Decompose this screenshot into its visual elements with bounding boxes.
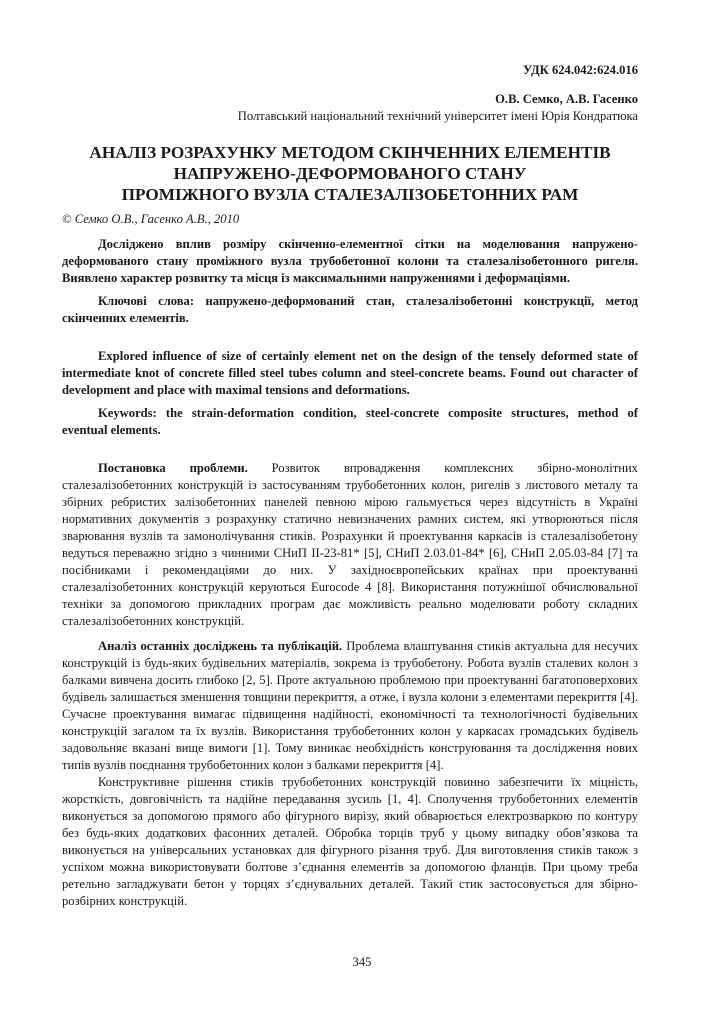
- title-line-1: АНАЛІЗ РОЗРАХУНКУ МЕТОДОМ СКІНЧЕННИХ ЕЛЕМЕНТІВ: [89, 143, 611, 162]
- paragraph-review-text: Проблема влаштування стиків актуальна для несучих конструкцій із будь-яких будівельних матеріалів, зокрема із трубобетону. Робота вузлів сталевих колон з балками вивчена досить глибоко [2, 5]. Проте актуальною проблемою при проектуванні багатоповерхових будівель залишається зменшення товщини перекриття, а отже, і вузла колони з елементами перекриття [4]. Сучасне проектування вимагає підвищення надійності, економічності та технологічності будівельних конструкцій загалом та їх вузлів. Використання трубобетонних колон у каркасах громадських будівель задовольняє вказані вище вимоги [1]. Тому виникає необхідність конструювання та дослідження нових типів вузлів поєднання трубобетонних колон з балками перекриття [4].: [62, 639, 638, 772]
- abstract-ua: Досліджено вплив розміру скінченно-елементної сітки на моделювання напружено-деформованого стану проміжного вузла трубобетонної колони та сталезалізобетонного ригеля. Виявлено характер розвитку та місця із максимальними напруженнями і деформаціями.: [62, 237, 638, 285]
- paragraph-design: Конструктивне рішення стиків трубобетонних конструкцій повинно забезпечити їх міцність, жорсткість, довговічність та надійне передавання зусиль [1, 4]. Сполучення трубобетонних елементів виконується за допомогою прямого або фігурного вирізу, який обварюється електрозваркою по контуру без будь-яких додаткових фасонних деталей. Обробка торців труб у цьому випадку обов’язкова та виконується на універсальних установках для фігурного різання труб. Для виготовлення стиків також з успіхом можна використовувати болтове з’єднання елементів за допомогою фланців. При цьому треба ретельно загладжувати бетон у торцях з’єднувальних деталей. Такий стик застосовується для збірно-розбірних конструкцій.: [62, 775, 638, 908]
- page-number: 345: [352, 955, 372, 969]
- keywords-en: Keywords: the strain-deformation condition, steel-concrete composite structures, method of eventual elements.: [62, 406, 638, 437]
- paper-title: [62, 142, 638, 205]
- title-line-2: НАПРУЖЕНО-ДЕФОРМОВАНОГО СТАНУ: [173, 164, 527, 183]
- paragraph-problem-text: Розвиток впровадження комплексних збірно-монолітних сталезалізобетонних конструкцій із застосуванням трубобетонних колон, ригелів з листового металу та збірних ребристих залізобетонних панелей певною мірою гальмується через відсутність в Україні нормативних документів з розрахунку статично невизначених рамних систем, які утворюються після зварювання вузлів та замонолічування стиків. Розрахунки й проектування каркасів із сталезалізобетону ведуться переважно згідно з чинними СНиП II-23-81* [5], СНиП 2.03.01-84* [6], СНиП 2.05.03-84 [7] та посібниками і рекомендаціями до них. У західноєвропейських країнах при проектуванні сталезалізобетонних конструкцій керуються Eurocode 4 [8]. Використання потужнішої обчислювальної техніки за допомогою прикладних програм дає можливість реально моделювати роботу складних сталезалізобетонних конструкцій.: [62, 461, 638, 628]
- abstract-en: Explored influence of size of certainly element net on the design of the tensely deformed state of intermediate knot of concrete filled steel tubes column and steel-concrete beams. Found out character of development and place with maximal tensions and deformations.: [62, 349, 638, 397]
- copyright: © Семко О.В., Гасенко А.В., 2010: [62, 212, 240, 226]
- page-content: [62, 62, 638, 910]
- authors: О.В. Семко, А.В. Гасенко: [495, 92, 638, 106]
- paragraph-review-heading: Аналіз останніх досліджень та публікацій.: [98, 639, 343, 653]
- udk-code: УДК 624.042:624.016: [523, 63, 638, 77]
- title-line-3: ПРОМІЖНОГО ВУЗЛА СТАЛЕЗАЛІЗОБЕТОННИХ РАМ: [121, 185, 579, 204]
- paragraph-problem-heading: Постановка проблеми.: [98, 461, 248, 475]
- paragraph-review: [62, 638, 638, 774]
- paragraph-problem: [62, 460, 638, 630]
- keywords-ua: Ключові слова: напружено-деформований стан, сталезалізобетонні конструкції, метод скінченних елементів.: [62, 294, 638, 325]
- affiliation: Полтавський національний технічний університет імені Юрія Кондратюка: [237, 109, 638, 123]
